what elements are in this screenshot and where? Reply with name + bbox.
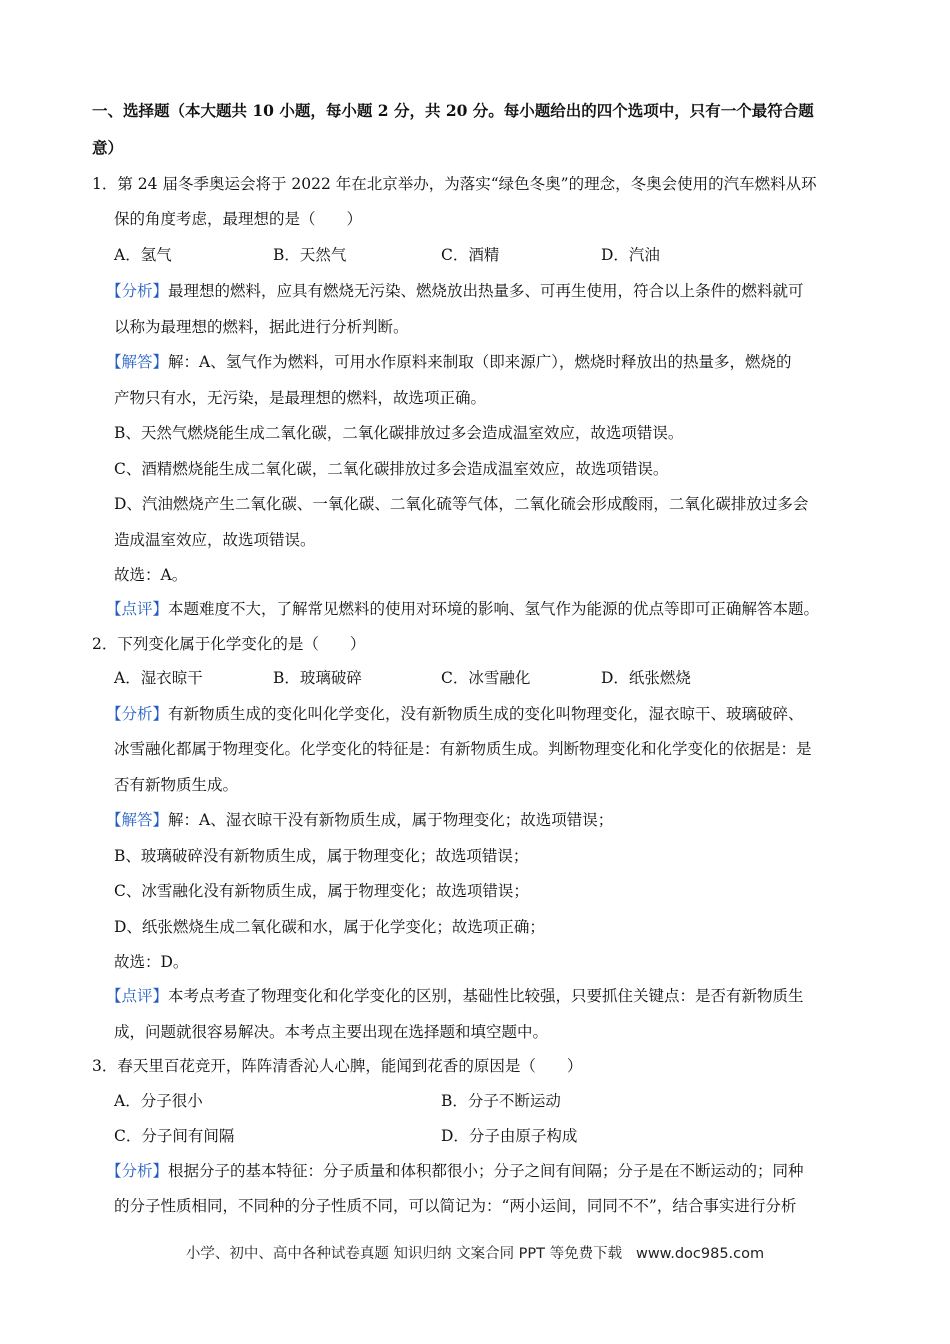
q1-answer-tag: 【解答】 bbox=[106, 353, 169, 371]
q1-answer-line1 bbox=[106, 351, 791, 373]
q3-option-c: C．分子间有间隔 bbox=[114, 1127, 235, 1145]
q1-analysis-line1 bbox=[106, 280, 804, 302]
q3-option-b: B．分子不断运动 bbox=[441, 1092, 561, 1110]
q1-option-b: B．天然气 bbox=[273, 246, 347, 264]
q2-answer-line1 bbox=[106, 809, 613, 831]
q2-answer-tag: 【解答】 bbox=[106, 811, 169, 829]
q2-option-c: C．冰雪融化 bbox=[441, 669, 531, 687]
q1-comment-line1 bbox=[106, 598, 819, 620]
q2-answer-line4: D、纸张燃烧生成二氧化碳和水，属于化学变化；故选项正确； bbox=[114, 918, 545, 936]
q2-comment-line1 bbox=[106, 985, 804, 1007]
q3-option-d: D．分子由原子构成 bbox=[441, 1127, 578, 1145]
q2-answer-line2: B、玻璃破碎没有新物质生成，属于物理变化；故选项错误； bbox=[114, 847, 529, 865]
q2-answer-line3: C、冰雪融化没有新物质生成，属于物理变化；故选项错误； bbox=[114, 882, 529, 900]
q1-answer-line4: C、酒精燃烧能生成二氧化碳，二氧化碳排放过多会造成温室效应，故选项错误。 bbox=[114, 460, 669, 478]
page-footer bbox=[0, 1242, 950, 1263]
q1-comment-tag: 【点评】 bbox=[106, 600, 169, 618]
footer-url[interactable]: www.doc985.com bbox=[635, 1246, 765, 1262]
q2-analysis-line1 bbox=[106, 703, 804, 725]
q1-option-a: A．氢气 bbox=[114, 246, 172, 264]
section-header-line1: 一、选择题（本大题共 10 小题，每小题 2 分，共 20 分。每小题给出的四个选项中，只有一个最符合题 bbox=[92, 101, 814, 120]
footer-text: 小学、初中、高中各种试卷真题 知识归纳 文案合同 PPT 等免费下载 bbox=[185, 1246, 623, 1262]
q3-analysis-text: 根据分子的基本特征：分子质量和体积都很小；分子之间有间隔；分子是在不断运动的；同种 bbox=[168, 1162, 804, 1180]
section-header-line2: 意） bbox=[92, 138, 124, 157]
q2-stem-line1: 2．下列变化属于化学变化的是（ ） bbox=[92, 635, 366, 653]
q2-analysis-tag: 【分析】 bbox=[106, 705, 169, 723]
q1-answer-line6: 造成温室效应，故选项错误。 bbox=[114, 531, 316, 549]
q3-option-a: A．分子很小 bbox=[114, 1092, 203, 1110]
q2-analysis-text: 有新物质生成的变化叫化学变化，没有新物质生成的变化叫物理变化，湿衣晾干、玻璃破碎、 bbox=[168, 705, 804, 723]
q1-answer-line2: 产物只有水，无污染，是最理想的燃料，故选项正确。 bbox=[114, 389, 487, 407]
q1-option-d: D．汽油 bbox=[601, 246, 660, 264]
q1-stem-line2: 保的角度考虑，最理想的是（ ） bbox=[114, 210, 363, 228]
q2-option-d: D．纸张燃烧 bbox=[601, 669, 691, 687]
q1-choice: 故选：A。 bbox=[114, 566, 188, 584]
q1-analysis-text: 最理想的燃料，应具有燃烧无污染、燃烧放出热量多、可再生使用，符合以上条件的燃料就可 bbox=[168, 282, 804, 300]
q1-stem-line1: 1．第 24 届冬季奥运会将于 2022 年在北京举办，为落实“绿色冬奥”的理念，冬奥会使用的汽车燃料从环 bbox=[92, 175, 817, 193]
q3-analysis-line1 bbox=[106, 1160, 804, 1182]
q2-choice: 故选：D。 bbox=[114, 953, 189, 971]
q1-comment-text: 本题难度不大，了解常见燃料的使用对环境的影响、氢气作为能源的优点等即可正确解答本题。 bbox=[168, 600, 820, 618]
q3-analysis-tag: 【分析】 bbox=[106, 1162, 169, 1180]
q2-option-b: B．玻璃破碎 bbox=[273, 669, 362, 687]
q2-analysis-line2: 冰雪融化都属于物理变化。化学变化的特征是：有新物质生成。判断物理变化和化学变化的依据是：是 bbox=[114, 740, 812, 758]
q3-analysis-line2: 的分子性质相同，不同种的分子性质不同，可以简记为：“两小运间，同同不不”，结合事实进行分析 bbox=[114, 1197, 797, 1215]
q3-stem-line1: 3．春天里百花竞开，阵阵清香沁人心脾，能闻到花香的原因是（ ） bbox=[92, 1057, 583, 1075]
q2-option-a: A．湿衣晾干 bbox=[114, 669, 203, 687]
q1-answer-text: 解：A、氢气作为燃料，可用水作原料来制取（即来源广），燃烧时释放出的热量多，燃烧的 bbox=[168, 353, 792, 371]
q2-comment-text: 本考点考查了物理变化和化学变化的区别，基础性比较强，只要抓住关键点：是否有新物质生 bbox=[168, 987, 804, 1005]
q2-comment-tag: 【点评】 bbox=[106, 987, 169, 1005]
q1-option-c: C．酒精 bbox=[441, 246, 500, 264]
q1-analysis-line2: 以称为最理想的燃料，据此进行分析判断。 bbox=[114, 318, 409, 336]
q1-answer-line5: D、汽油燃烧产生二氧化碳、一氧化碳、二氧化硫等气体，二氧化硫会形成酸雨，二氧化碳排放过多会 bbox=[114, 495, 809, 513]
q2-answer-text: 解：A、湿衣晾干没有新物质生成，属于物理变化；故选项错误； bbox=[168, 811, 614, 829]
q1-answer-line3: B、天然气燃烧能生成二氧化碳，二氧化碳排放过多会造成温室效应，故选项错误。 bbox=[114, 424, 684, 442]
q2-analysis-line3: 否有新物质生成。 bbox=[114, 776, 239, 794]
q2-comment-line2: 成，问题就很容易解决。本考点主要出现在选择题和填空题中。 bbox=[114, 1023, 549, 1041]
q1-analysis-tag: 【分析】 bbox=[106, 282, 169, 300]
